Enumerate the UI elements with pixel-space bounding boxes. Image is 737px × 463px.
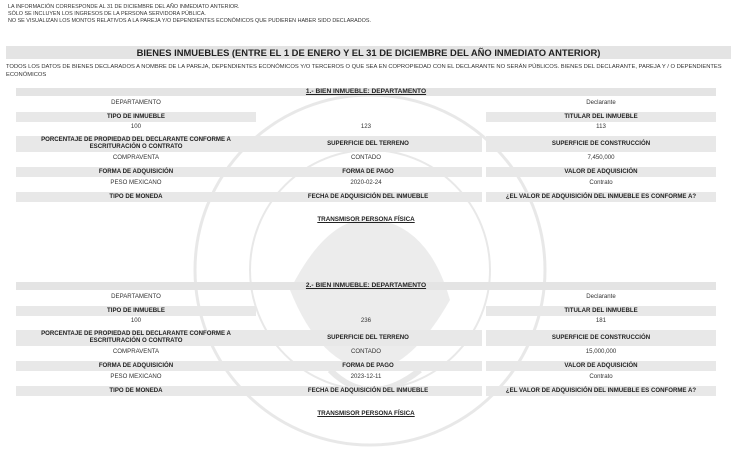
property-block-2 <box>16 282 716 417</box>
sup-construccion-value: 113 <box>596 123 606 130</box>
forma-pago-label: FORMA DE PAGO <box>254 361 482 371</box>
fecha-adquisicion-label: FECHA DE ADQUISICIÓN DEL INMUEBLE <box>254 386 482 396</box>
sup-construccion-label: SUPERFICIE DE CONSTRUCCIÓN <box>486 136 716 152</box>
valor-conforme-label: ¿EL VALOR DE ADQUISICIÓN DEL INMUEBLE ES CONFORME A? <box>486 386 716 396</box>
label-row <box>16 330 716 346</box>
property-header: 1.- BIEN INMUEBLE: DEPARTAMENTO <box>16 88 716 96</box>
transmisor-link[interactable]: TRANSMISOR PERSONA FÍSICA <box>317 410 415 417</box>
tipo-moneda-value: PESO MEXICANO <box>110 179 162 186</box>
tipo-inmueble-value: DEPARTAMENTO <box>111 99 161 106</box>
note-line: SÓLO SE INCLUYEN LOS INGRESOS DE LA PERSONA SERVIDORA PÚBLICA. <box>8 11 206 17</box>
sup-construccion-value: 181 <box>595 317 607 324</box>
property-block-1 <box>16 88 716 223</box>
porcentaje-value: 100 <box>130 123 142 130</box>
tipo-inmueble-value: DEPARTAMENTO <box>111 293 161 300</box>
note-line: NO SE VISUALIZAN LOS MONTOS RELATIVOS A LA PAREJA Y/O DEPENDIENTES ECONÓMICOS QUE PUDIEREN HABER SIDO DECLARADOS. <box>8 18 371 24</box>
sup-terreno-label: SUPERFICIE DEL TERRENO <box>254 330 482 346</box>
fecha-adquisicion-value: 2020-02-24 <box>350 179 382 186</box>
sup-terreno-value: 236 <box>360 317 372 324</box>
property-values-row <box>16 374 716 386</box>
fecha-adquisicion-label: FECHA DE ADQUISICIÓN DEL INMUEBLE <box>254 192 482 202</box>
property-values-row <box>16 349 716 361</box>
label-row <box>16 167 716 177</box>
titular-value: Declarante <box>586 293 616 300</box>
valor-conforme-value: Contrato <box>589 373 613 380</box>
property-values-row <box>16 318 716 330</box>
valor-adquisicion-value: 7,450,000 <box>587 154 615 161</box>
tipo-moneda-value: PESO MEXICANO <box>110 373 162 380</box>
forma-pago-value: CONTADO <box>350 154 382 161</box>
transmisor-link[interactable]: TRANSMISOR PERSONA FÍSICA <box>317 216 415 223</box>
property-values-row <box>16 100 716 112</box>
tipo-moneda-label: TIPO DE MONEDA <box>16 192 256 202</box>
label-row <box>16 136 716 152</box>
valor-adquisicion-label: VALOR DE ADQUISICIÓN <box>486 167 716 177</box>
tipo-moneda-label: TIPO DE MONEDA <box>16 386 256 396</box>
titular-value: Declarante <box>586 99 616 106</box>
forma-pago-value: CONTADO <box>350 348 382 355</box>
fecha-adquisicion-value: 2023-12-11 <box>350 373 382 380</box>
section-description: TODOS LOS DATOS DE BIENES DECLARADOS A NOMBRE DE LA PAREJA, DEPENDIENTES ECONÓMICOS Y/O TERCEROS O QUE SEA EN COPROPIEDAD CON EL DECLARANTE NO SERÁN PÚBLICOS. BIENES DEL DECLARANTE, PAREJA Y / O DEPENDIENTES ECONÓMICOS <box>6 64 722 78</box>
sup-terreno-value: 123 <box>360 123 372 130</box>
sup-terreno-label: SUPERFICIE DEL TERRENO <box>254 136 482 152</box>
property-values-row <box>16 155 716 167</box>
label-row <box>16 112 716 122</box>
tipo-inmueble-label: TIPO DE INMUEBLE <box>16 112 256 122</box>
sup-construccion-label: SUPERFICIE DE CONSTRUCCIÓN <box>486 330 716 346</box>
forma-adquisicion-label: FORMA DE ADQUISICIÓN <box>16 167 256 177</box>
label-row <box>16 361 716 371</box>
disclaimer-notes <box>8 4 371 25</box>
valor-adquisicion-label: VALOR DE ADQUISICIÓN <box>486 361 716 371</box>
forma-adquisicion-label: FORMA DE ADQUISICIÓN <box>16 361 256 371</box>
forma-adquisicion-value: COMPRAVENTA <box>112 154 160 161</box>
valor-conforme-label: ¿EL VALOR DE ADQUISICIÓN DEL INMUEBLE ES CONFORME A? <box>486 192 716 202</box>
porcentaje-label: PORCENTAJE DE PROPIEDAD DEL DECLARANTE CONFORME A ESCRITURACIÓN O CONTRATO <box>16 330 256 346</box>
titular-label: TITULAR DEL INMUEBLE <box>486 306 716 316</box>
property-values-row <box>16 294 716 306</box>
label-row <box>16 386 716 396</box>
note-line: LA INFORMACIÓN CORRESPONDE AL 31 DE DICIEMBRE DEL AÑO INMEDIATO ANTERIOR. <box>8 4 240 10</box>
property-header: 2.- BIEN INMUEBLE: DEPARTAMENTO <box>16 282 716 290</box>
section-title: BIENES INMUEBLES (ENTRE EL 1 DE ENERO Y EL 31 DE DICIEMBRE DEL AÑO INMEDIATO ANTERIOR) <box>6 46 731 59</box>
valor-conforme-value: Contrato <box>589 179 613 186</box>
tipo-inmueble-label: TIPO DE INMUEBLE <box>16 306 256 316</box>
forma-pago-label: FORMA DE PAGO <box>254 167 482 177</box>
titular-label: TITULAR DEL INMUEBLE <box>486 112 716 122</box>
property-values-row <box>16 180 716 192</box>
label-row <box>16 306 716 316</box>
label-row <box>16 192 716 202</box>
forma-adquisicion-value: COMPRAVENTA <box>112 348 160 355</box>
valor-adquisicion-value: 15,000,000 <box>585 348 617 355</box>
porcentaje-label: PORCENTAJE DE PROPIEDAD DEL DECLARANTE CONFORME A ESCRITURACIÓN O CONTRATO <box>16 136 256 152</box>
porcentaje-value: 100 <box>130 317 142 324</box>
property-values-row <box>16 124 716 136</box>
